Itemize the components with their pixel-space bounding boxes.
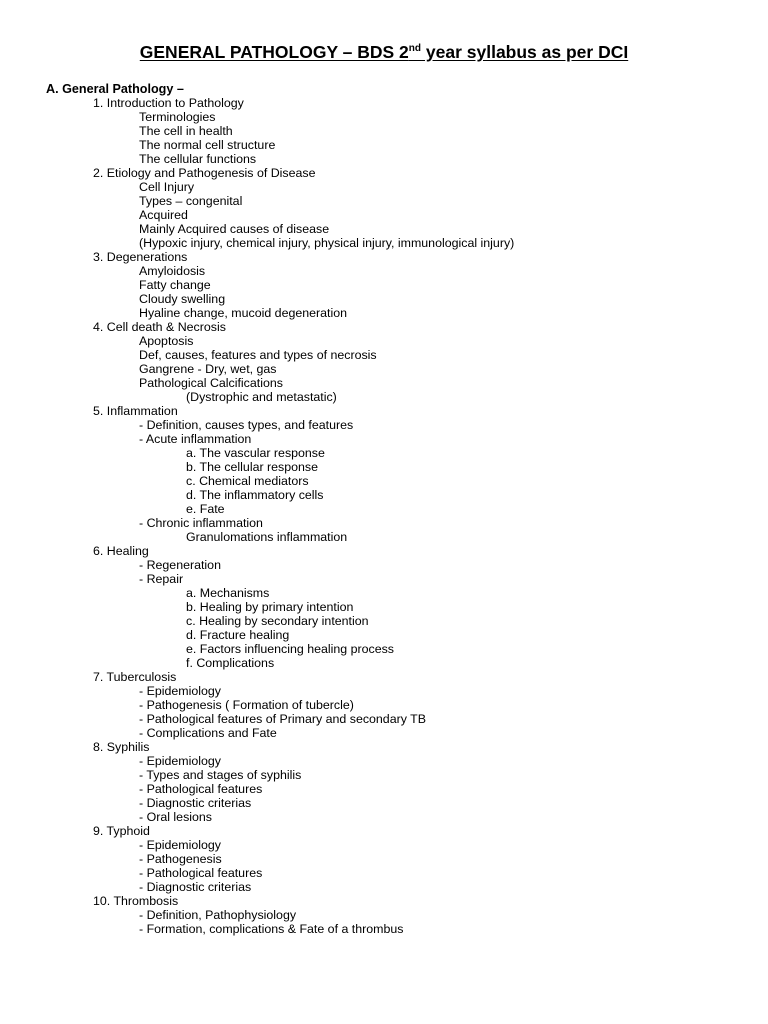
sub-subtopic-item: d. The inflammatory cells — [186, 488, 324, 502]
sub-subtopic-item: c. Chemical mediators — [186, 474, 309, 488]
subtopic-item: The cellular functions — [139, 152, 257, 166]
subtopic-item: Pathological Calcifications — [139, 376, 283, 390]
subtopic-item: - Pathological features — [139, 866, 263, 880]
topic-heading: 5. Inflammation — [93, 404, 178, 418]
subtopic-item: - Pathological features of Primary and secondary TB — [139, 712, 426, 726]
subtopic-item: - Definition, Pathophysiology — [139, 908, 297, 922]
sub-subtopic-item: a. Mechanisms — [186, 586, 270, 600]
subtopic-item: Amyloidosis — [139, 264, 206, 278]
subtopic-item: Gangrene - Dry, wet, gas — [139, 362, 277, 376]
subtopic-item: - Types and stages of syphilis — [139, 768, 302, 782]
subtopic-item: (Hypoxic injury, chemical injury, physical injury, immunological injury) — [139, 236, 515, 250]
topic-heading: 8. Syphilis — [93, 740, 150, 754]
topic-heading: 10. Thrombosis — [93, 894, 179, 908]
sub-subtopic-item: a. The vascular response — [186, 446, 325, 460]
subtopic-item: Fatty change — [139, 278, 211, 292]
sub-subtopic-item: Granulomations inflammation — [186, 530, 348, 544]
subtopic-item: The normal cell structure — [139, 138, 276, 152]
subtopic-item: - Acute inflammation — [139, 432, 252, 446]
title-main: GENERAL PATHOLOGY – BDS 2 — [139, 42, 409, 62]
sub-subtopic-item: b. The cellular response — [186, 460, 319, 474]
subtopic-item: Mainly Acquired causes of disease — [139, 222, 330, 236]
topic-heading: 1. Introduction to Pathology — [93, 96, 244, 110]
subtopic-item: - Regeneration — [139, 558, 221, 572]
sub-subtopic-item: (Dystrophic and metastatic) — [186, 390, 337, 404]
subtopic-item: - Repair — [139, 572, 184, 586]
subtopic-item: - Epidemiology — [139, 838, 221, 852]
title-superscript: nd — [408, 43, 422, 55]
sub-subtopic-item: b. Healing by primary intention — [186, 600, 354, 614]
subtopic-item: Hyaline change, mucoid degeneration — [139, 306, 348, 320]
subtopic-item: Apoptosis — [139, 334, 194, 348]
subtopic-item: - Diagnostic criterias — [139, 880, 252, 894]
sub-subtopic-item: e. Fate — [186, 502, 225, 516]
subtopic-item: - Pathogenesis ( Formation of tubercle) — [139, 698, 354, 712]
subtopic-item: Acquired — [139, 208, 188, 222]
topic-heading: 7. Tuberculosis — [93, 670, 177, 684]
subtopic-item: Terminologies — [139, 110, 216, 124]
section-heading: A. General Pathology – — [46, 82, 184, 96]
subtopic-item: - Chronic inflammation — [139, 516, 263, 530]
subtopic-item: - Formation, complications & Fate of a thrombus — [139, 922, 404, 936]
topic-heading: 2. Etiology and Pathogenesis of Disease — [93, 166, 316, 180]
sub-subtopic-item: e. Factors influencing healing process — [186, 642, 395, 656]
subtopic-item: The cell in health — [139, 124, 233, 138]
sub-subtopic-item: d. Fracture healing — [186, 628, 290, 642]
subtopic-item: - Epidemiology — [139, 754, 221, 768]
subtopic-item: - Pathological features — [139, 782, 263, 796]
subtopic-item: - Diagnostic criterias — [139, 796, 252, 810]
subtopic-item: Cell Injury — [139, 180, 195, 194]
subtopic-item: Types – congenital — [139, 194, 243, 208]
subtopic-item: Cloudy swelling — [139, 292, 226, 306]
sub-subtopic-item: f. Complications — [186, 656, 275, 670]
syllabus-outline — [0, 96, 514, 936]
topic-heading: 4. Cell death & Necrosis — [93, 320, 226, 334]
subtopic-item: - Pathogenesis — [139, 852, 222, 866]
sub-subtopic-item: c. Healing by secondary intention — [186, 614, 369, 628]
title-rest: year syllabus as per DCI — [421, 42, 629, 62]
topic-heading: 3. Degenerations — [93, 250, 188, 264]
subtopic-item: Def, causes, features and types of necrosis — [139, 348, 377, 362]
subtopic-item: - Epidemiology — [139, 684, 221, 698]
subtopic-item: - Oral lesions — [139, 810, 212, 824]
page-title — [0, 41, 768, 63]
topic-heading: 6. Healing — [93, 544, 149, 558]
subtopic-item: - Definition, causes types, and features — [139, 418, 354, 432]
topic-heading: 9. Typhoid — [93, 824, 150, 838]
subtopic-item: - Complications and Fate — [139, 726, 277, 740]
